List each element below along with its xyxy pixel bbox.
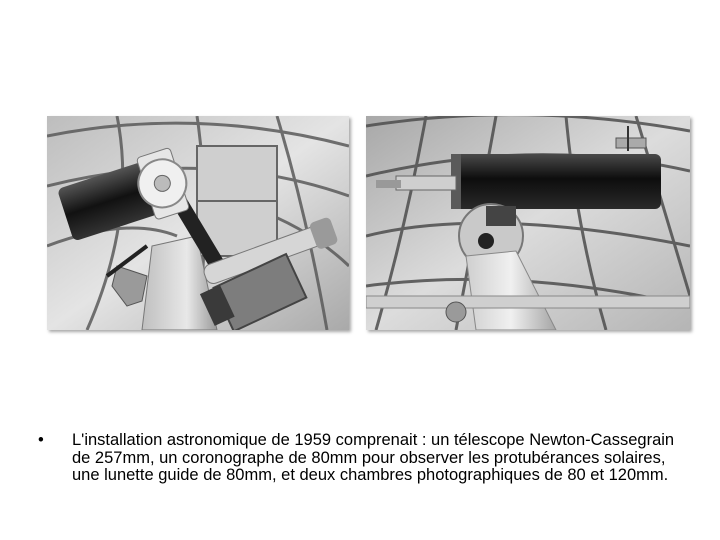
caption-text: L'installation astronomique de 1959 comprenait : un télescope Newton-Cassegrain de 257mm, un coronographe de 80mm pour observer les protubérances solaires, une lunette guide de 80mm, et deux chambres photographiques de 80 et 120mm. — [72, 431, 675, 484]
telescope-photo-left — [47, 116, 349, 330]
caption-block — [38, 432, 678, 485]
telescope-photo-left-image — [47, 116, 349, 330]
telescope-photo-right — [366, 116, 690, 330]
bullet-glyph: • — [38, 431, 44, 449]
telescope-photo-right-image — [366, 116, 690, 330]
